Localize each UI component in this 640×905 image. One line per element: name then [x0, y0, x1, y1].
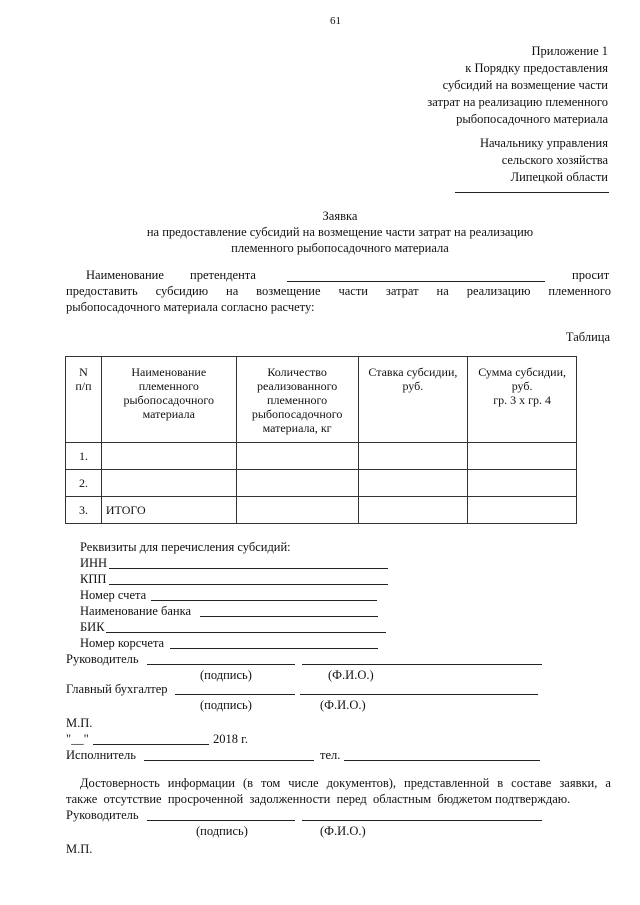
head-label-final: Руководитель [66, 808, 139, 822]
appendix-line: Приложение 1 [531, 44, 608, 58]
cell-quantity[interactable] [236, 470, 358, 497]
header-rate [358, 357, 468, 443]
sign-caption: (подпись) [196, 824, 248, 838]
date-day[interactable]: "__" [66, 732, 89, 746]
appendix-block [427, 43, 608, 128]
addressee-line: Липецкой области [510, 170, 608, 184]
appendix-line: затрат на реализацию племенного [427, 95, 608, 109]
page-number: 61 [330, 15, 341, 27]
cell-name[interactable] [101, 443, 236, 470]
head-fio-field[interactable] [302, 664, 542, 665]
intro-word: на [226, 284, 239, 298]
intro-word-asks: просит [572, 268, 610, 282]
declaration-word: (в [242, 776, 254, 790]
bik-field[interactable] [106, 632, 386, 633]
header-text: Наименование племенного рыбопосадочного материала [123, 365, 215, 421]
header-material-name [101, 357, 236, 443]
table-row [66, 443, 577, 470]
requisites-heading: Реквизиты для перечисления субсидий: [80, 540, 291, 554]
inn-field[interactable] [109, 568, 388, 569]
cell-num: 1. [66, 443, 102, 470]
header-sum [468, 357, 577, 443]
title-line: племенного рыбопосадочного материала [231, 241, 449, 255]
accountant-label: Главный бухгалтер [66, 682, 168, 696]
declaration-word: представленной [404, 776, 490, 790]
intro-line-3: рыбопосадочного материала согласно расчету: [66, 300, 315, 314]
intro-word: предоставить [66, 284, 138, 298]
header-text: Количество реализованного племенного рыбопосадочного материала, кг [251, 365, 343, 435]
title-line: на предоставление субсидий на возмещение части затрат на реализацию [146, 225, 534, 239]
phone-field[interactable] [344, 760, 540, 761]
cell-sum[interactable] [468, 443, 577, 470]
bank-field[interactable] [200, 616, 378, 617]
intro-word: племенного [548, 284, 611, 298]
cell-sum[interactable] [468, 470, 577, 497]
header-text: Сумма субсидии, руб. гр. 3 x гр. 4 [478, 365, 567, 407]
appendix-line: рыбопосадочного материала [456, 112, 608, 126]
intro-word: реализацию [466, 284, 531, 298]
fio-caption: (Ф.И.О.) [320, 698, 366, 712]
head-signature-field-final[interactable] [147, 820, 295, 821]
bank-label: Наименование банка [80, 604, 192, 618]
kpp-field[interactable] [109, 584, 388, 585]
cell-quantity[interactable] [236, 443, 358, 470]
intro-line-2 [66, 284, 611, 298]
sign-caption: (подпись) [200, 668, 252, 682]
applicant-name-line [287, 281, 545, 282]
table-header-row [66, 357, 577, 443]
header-quantity [236, 357, 358, 443]
corr-account-label: Номер корсчета [80, 636, 165, 650]
declaration-word: информации [167, 776, 235, 790]
cell-rate[interactable] [358, 497, 468, 524]
title-line: Заявка [322, 209, 358, 223]
declaration-word: в [497, 776, 504, 790]
header-text: N п/п [75, 365, 92, 393]
account-label: Номер счета [80, 588, 147, 602]
head-signature-field[interactable] [147, 664, 295, 665]
subsidy-table [65, 356, 577, 524]
executor-label: Исполнитель [66, 748, 136, 762]
intro-word-applicant: претендента [190, 268, 256, 282]
sign-caption: (подпись) [200, 698, 252, 712]
accountant-signature-field[interactable] [175, 694, 295, 695]
kpp-label: КПП [80, 572, 107, 586]
declaration-word: Достоверность [80, 776, 160, 790]
intro-word: затрат [385, 284, 419, 298]
date-month-field[interactable] [93, 744, 209, 745]
fio-caption: (Ф.И.О.) [320, 824, 366, 838]
addressee-line: Начальнику управления [480, 136, 608, 150]
declaration-word: том [261, 776, 281, 790]
declaration-line-1 [80, 776, 611, 790]
intro-word: части [338, 284, 368, 298]
bik-label: БИК [80, 620, 105, 634]
stamp-place-final: М.П. [66, 842, 93, 856]
phone-label: тел. [320, 748, 341, 762]
declaration-word: заявки, [559, 776, 598, 790]
executor-field[interactable] [144, 760, 314, 761]
corr-account-field[interactable] [170, 648, 378, 649]
addressee-line: сельского хозяйства [501, 153, 608, 167]
date-year: 2018 г. [213, 732, 248, 746]
cell-rate[interactable] [358, 443, 468, 470]
cell-num: 2. [66, 470, 102, 497]
declaration-line-2: также отсутствие просроченной задолженности перед областным бюджетом подтверждаю. [66, 792, 571, 806]
intro-word: на [436, 284, 449, 298]
head-label: Руководитель [66, 652, 139, 666]
intro-word: субсидию [155, 284, 209, 298]
declaration-word: составе [511, 776, 552, 790]
cell-num: 3. [66, 497, 102, 524]
cell-rate[interactable] [358, 470, 468, 497]
intro-word: возмещение [256, 284, 321, 298]
head-fio-field-final[interactable] [302, 820, 542, 821]
accountant-fio-field[interactable] [300, 694, 538, 695]
cell-name[interactable] [101, 470, 236, 497]
account-field[interactable] [151, 600, 377, 601]
header-num [66, 357, 102, 443]
table-label: Таблица [565, 330, 610, 344]
cell-quantity[interactable] [236, 497, 358, 524]
header-text: Ставка субсидии, руб. [368, 365, 458, 393]
declaration-word: документов), [326, 776, 397, 790]
appendix-line: к Порядку предоставления [465, 61, 608, 75]
fio-caption: (Ф.И.О.) [328, 668, 374, 682]
intro-word-name: Наименование [86, 268, 164, 282]
addressee-block [480, 135, 608, 186]
addressee-signature-line [455, 192, 609, 193]
declaration-word: а [605, 776, 611, 790]
cell-name: ИТОГО [101, 497, 236, 524]
declaration-word: числе [288, 776, 319, 790]
document-title [0, 208, 640, 256]
appendix-line: субсидий на возмещение части [442, 78, 608, 92]
cell-sum[interactable] [468, 497, 577, 524]
table-row [66, 470, 577, 497]
table-row-total [66, 497, 577, 524]
stamp-place: М.П. [66, 716, 93, 730]
inn-label: ИНН [80, 556, 108, 570]
